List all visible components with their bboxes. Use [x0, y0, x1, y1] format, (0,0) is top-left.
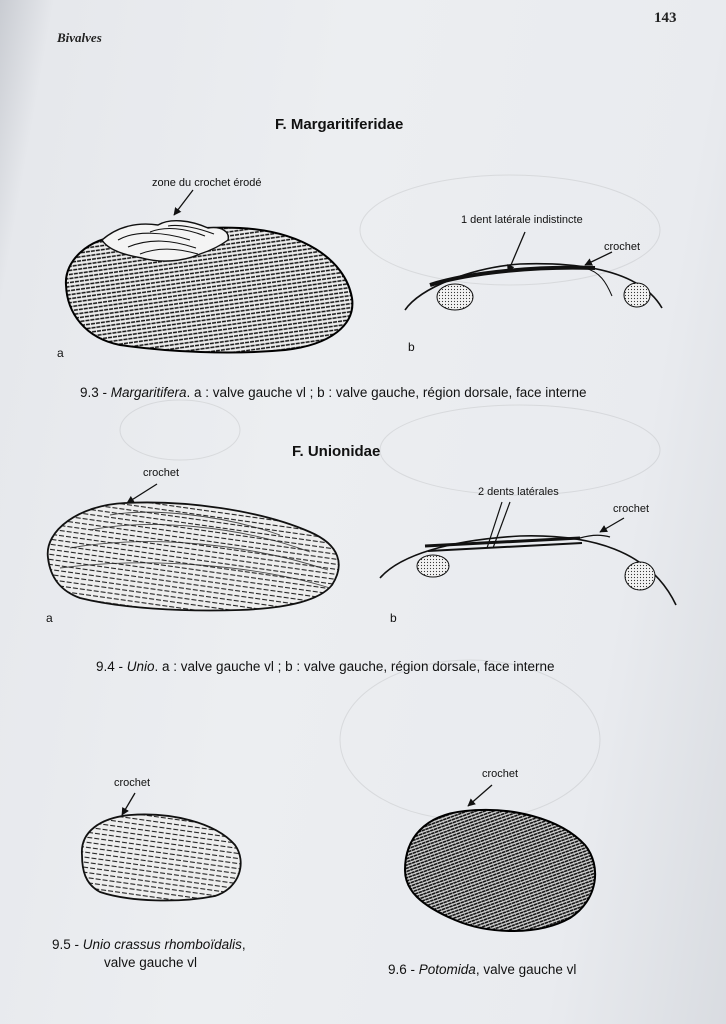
label-lateral-teeth: 2 dents latérales — [478, 486, 559, 498]
label-eroded-zone: zone du crochet érodé — [152, 177, 262, 189]
figure-caption-9-6 — [388, 962, 576, 977]
caption-text: . a : valve gauche vl ; b : valve gauche, région dorsale, face interne — [154, 659, 555, 674]
caption-number: 9.4 - — [96, 659, 127, 674]
label-lateral-tooth: 1 dent latérale indistincte — [461, 214, 583, 226]
caption-text: . a : valve gauche vl ; b : valve gauche, région dorsale, face interne — [186, 385, 587, 400]
margaritifera-shell-drawing — [66, 221, 353, 353]
family-heading-margaritiferidae: F. Margaritiferidae — [275, 116, 404, 133]
figure-caption-9-5 — [52, 937, 246, 952]
panel-letter-a: a — [57, 346, 64, 360]
figure-caption-9-3 — [80, 385, 587, 400]
label-crochet: crochet — [114, 777, 151, 789]
potomida-shell-drawing — [405, 785, 595, 931]
page-number: 143 — [654, 10, 677, 26]
panel-letter-b: b — [390, 611, 397, 625]
unio-dorsal-drawing — [380, 502, 676, 605]
caption-taxon: Unio crassus rhomboïdalis — [82, 937, 242, 952]
figure-caption-9-5-line2: valve gauche vl — [104, 955, 198, 970]
panel-letter-b: b — [408, 340, 415, 354]
arrow-eroded-zone — [174, 190, 193, 215]
caption-number: 9.3 - — [80, 385, 111, 400]
label-crochet: crochet — [482, 768, 519, 780]
panel-letter-a: a — [46, 611, 53, 625]
caption-taxon: Potomida — [418, 962, 476, 977]
running-head: Bivalves — [57, 30, 102, 45]
figure-caption-9-4 — [96, 659, 555, 674]
label-crochet: crochet — [604, 241, 641, 253]
caption-number: 9.5 - — [52, 937, 83, 952]
unio-shell-drawing — [48, 484, 339, 611]
caption-genus: Margaritifera — [110, 385, 187, 400]
caption-text: , valve gauche vl — [475, 962, 577, 977]
caption-number: 9.6 - — [388, 962, 419, 977]
label-crochet: crochet — [143, 467, 180, 479]
caption-text: , — [241, 937, 246, 952]
caption-genus: Unio — [126, 659, 155, 674]
family-heading-unionidae: F. Unionidae — [292, 443, 381, 460]
label-crochet: crochet — [613, 503, 650, 515]
unio-crassus-shell-drawing — [82, 793, 241, 901]
